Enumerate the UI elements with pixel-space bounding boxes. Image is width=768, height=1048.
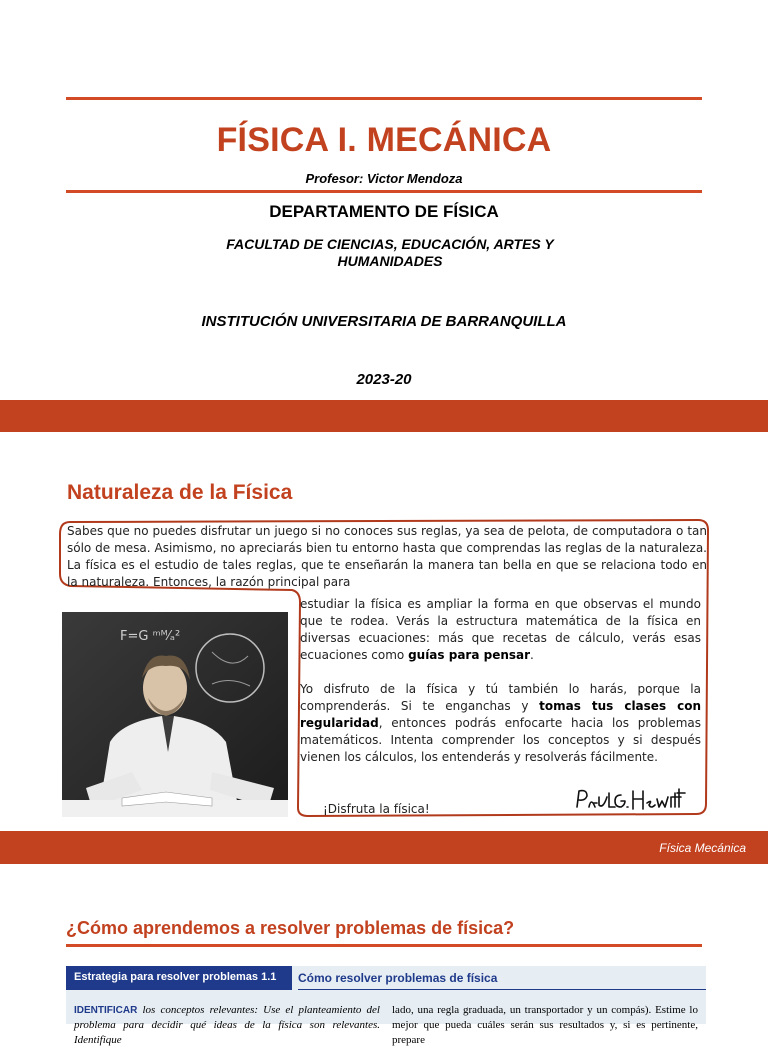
title-divider: [66, 944, 702, 947]
paragraph-text: estudiar la física es ampliar la forma en que observas el mundo que te rodea. Verás la estructura matemática de la física en diversas ecuaciones: más que recetas de cálculo, verás esas ecuaciones como: [300, 597, 701, 662]
slide-title: Naturaleza de la Física: [67, 481, 293, 504]
closing-line: ¡Disfruta la física!: [323, 802, 430, 816]
footer-course-name: Física Mecánica: [659, 841, 746, 855]
second-paragraph: [300, 681, 701, 766]
institution-name: INSTITUCIÓN UNIVERSITARIA DE BARRANQUILLA: [201, 313, 567, 330]
emphasis-text: tomas tus clases con regularidad: [300, 699, 702, 730]
professor-name: Profesor: Victor Mendoza: [305, 171, 463, 186]
strategy-box: [66, 966, 706, 1046]
top-divider: [66, 97, 702, 100]
strategy-label: Estrategia para resolver problemas 1.1: [74, 971, 277, 983]
identify-keyword: IDENTIFICAR: [74, 1005, 138, 1016]
strategy-header: [66, 966, 292, 990]
strategy-subtitle: Cómo resolver problemas de física: [298, 971, 498, 985]
strategy-underline: [298, 989, 706, 990]
slide-separator-band: [0, 400, 768, 432]
course-title: FÍSICA I. MECÁNICA: [216, 121, 552, 159]
slide-footer-band: [0, 831, 768, 864]
chalk-formula: F=G ᵐᴹ⁄ₐ²: [120, 629, 181, 644]
title-divider: [66, 190, 702, 193]
identify-text: los conceptos relevantes: Use el planteamiento del problema para decidir qué ideas de la física son relevantes. Identifique: [74, 1004, 380, 1046]
paragraph-text: , entonces podrás enfocarte hacia los problemas matemáticos. Intenta comprender los conceptos y si después vienen los cálculos, los entenderás y resolverás fácilmente.: [300, 716, 701, 764]
academic-period: 2023-20: [356, 371, 412, 388]
paragraph-text: Yo disfruto de la física y tú también lo harás, porque la comprenderás. Si te enganchas y: [300, 682, 701, 713]
author-photo: [62, 612, 288, 817]
slide-title: ¿Cómo aprendemos a resolver problemas de física?: [66, 918, 515, 938]
department-name: DEPARTAMENTO DE FÍSICA: [269, 202, 499, 221]
strategy-left-column: [74, 1003, 380, 1048]
intro-paragraph-continued: [300, 596, 701, 664]
author-signature: [573, 783, 691, 815]
emphasis-text: guías para pensar: [408, 648, 531, 662]
paragraph-text: .: [530, 648, 534, 662]
faculty-name: FACULTAD DE CIENCIAS, EDUCACIÓN, ARTES Y HUMANIDADES: [226, 236, 554, 269]
intro-paragraph: Sabes que no puedes disfrutar un juego si no conoces sus reglas, ya sea de pelota, de computadora o tan sólo de mesa. Asimismo, no apreciarás bien tu entorno hasta que comprendas las reglas de la naturaleza. La física es el estudio de tales reglas, que te enseñarán la manera tan bella en que se relaciona todo en la naturaleza. Entonces, la razón principal para: [67, 524, 707, 589]
strategy-right-column: lado, una regla graduada, un transportador y un compás). Estime lo mejor que pueda cuáles serán sus resultados y, si es pertinente, prepare: [392, 1004, 698, 1046]
